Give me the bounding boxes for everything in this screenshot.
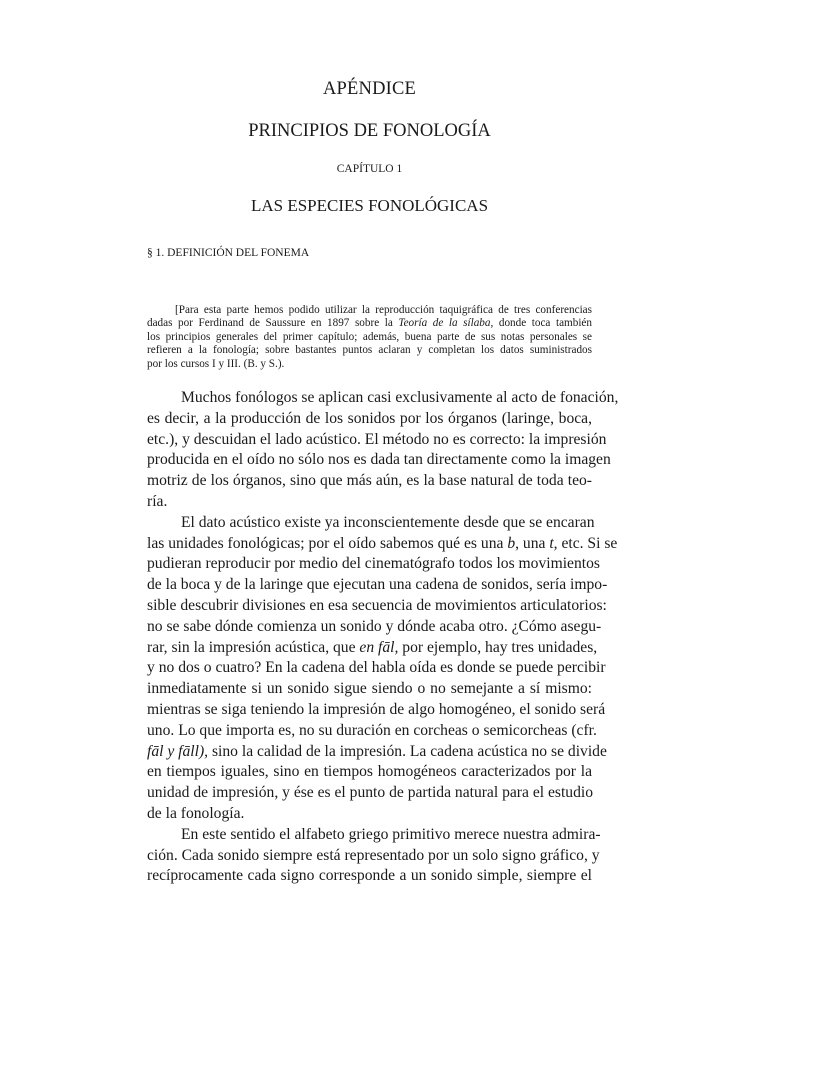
text-line xyxy=(147,742,607,763)
chapter-number: CAPÍTULO 1 xyxy=(336,163,403,175)
text-line xyxy=(147,700,606,721)
part-heading: PRINCIPIOS DE FONOLOGÍA xyxy=(248,121,491,141)
text-line xyxy=(147,409,592,430)
text-line xyxy=(147,617,602,638)
text-run: etc. Si se xyxy=(557,534,618,552)
italic-text: Teoría de la sílaba xyxy=(398,317,491,330)
text-line xyxy=(147,575,608,596)
text-line xyxy=(147,534,618,555)
text-line xyxy=(147,825,601,846)
note-line xyxy=(147,358,592,371)
text-run: por los cursos I y III. (B. y S.). xyxy=(147,357,285,370)
text-run: unidad de impresión, y ése es el punto de partida natural para el estudio xyxy=(147,784,594,802)
text-run: refieren a la fonología; sobre bastantes puntos aclaran y completan los datos suministrados xyxy=(147,344,592,357)
editor-note xyxy=(147,304,592,371)
paragraph xyxy=(147,388,619,513)
text-line xyxy=(147,762,592,783)
chapter-title: LAS ESPECIES FONOLÓGICAS xyxy=(250,196,489,215)
text-run: de la boca y de la laringe que ejecutan una cadena de sonidos, sería impo- xyxy=(147,576,608,594)
text-line xyxy=(147,783,592,804)
paragraph xyxy=(147,825,601,887)
note-line xyxy=(147,344,592,357)
text-line xyxy=(147,492,592,513)
text-line xyxy=(147,721,597,742)
text-run: ción. Cada sonido siempre está representado por un solo signo gráfico, y xyxy=(147,846,600,864)
text-run: recíprocamente cada signo corresponde a un sonido simple, siempre el xyxy=(147,867,592,885)
text-run: en tiempos iguales, sino en tiempos homogéneos caracterizados por la xyxy=(147,763,592,781)
text-run: dadas por Ferdinand de Saussure en 1897 sobre la xyxy=(147,317,399,330)
appendix-heading: APÉNDICE xyxy=(322,79,417,99)
text-run: uno. Lo que importa es, no su duración en corcheas o semicorcheas (cfr. xyxy=(147,721,597,739)
text-run: , donde toca también xyxy=(490,317,592,330)
note-line xyxy=(147,317,592,330)
text-run: etc.), y descuidan el lado acústico. El método no es correcto: la impresión xyxy=(147,430,607,448)
text-line xyxy=(147,388,619,409)
text-line xyxy=(147,450,611,471)
section-heading: § 1. DEFINICIÓN DEL FONEMA xyxy=(147,247,310,259)
text-run: producida en el oído no sólo nos es dada tan directamente como la imagen xyxy=(147,451,611,469)
text-run: inmediatamente si un sonido sigue siendo o no semejante a sí mismo: xyxy=(147,680,592,698)
text-line xyxy=(147,638,598,659)
text-run: El dato acústico existe ya inconscientemente desde que se encaran xyxy=(181,513,595,531)
text-run: Muchos fonólogos se aplican casi exclusivamente al acto de fonación, xyxy=(181,389,619,406)
text-line xyxy=(147,846,600,867)
note-line xyxy=(147,304,592,317)
italic-text: t, xyxy=(549,534,558,552)
text-run: es decir, a la producción de los sonidos por los órganos (laringe, boca, xyxy=(147,409,592,427)
italic-text: en fāl, xyxy=(359,638,399,656)
text-run: las unidades fonológicas; por el oído sabemos qué es una xyxy=(147,534,508,552)
text-run: ría. xyxy=(147,492,168,510)
text-run: sino la calidad de la impresión. La cadena acústica no se divide xyxy=(208,742,607,760)
text-run: de la fonología. xyxy=(147,804,245,822)
text-run: rar, sin la impresión acústica, que xyxy=(147,638,360,656)
text-line xyxy=(147,866,592,887)
text-run: no se sabe dónde comienza un sonido y dónde acaba otro. ¿Cómo asegu- xyxy=(147,617,602,635)
text-run: motriz de los órganos, sino que más aún, es la base natural de toda teo- xyxy=(147,472,592,490)
text-line xyxy=(147,596,607,617)
text-run: por ejemplo, hay tres unidades, xyxy=(398,638,598,656)
text-run: [Para esta parte hemos podido utilizar la reproducción taquigráfica de tres conferencias xyxy=(175,304,592,316)
text-line xyxy=(147,513,595,534)
text-line xyxy=(147,554,600,575)
text-line xyxy=(147,658,606,679)
text-line xyxy=(147,471,592,492)
text-run: mientras se siga teniendo la impresión de algo homogéneo, el sonido será xyxy=(147,700,606,718)
text-run: En este sentido el alfabeto griego primitivo merece nuestra admira- xyxy=(181,825,601,843)
text-line xyxy=(147,430,607,451)
text-run: pudieran reproducir por medio del cinematógrafo todos los movimientos xyxy=(147,555,600,573)
text-run: y no dos o cuatro? En la cadena del habla oída es donde se puede percibir xyxy=(147,659,606,677)
body-text xyxy=(147,388,619,887)
text-run: los principios generales del primer capítulo; además, buena parte de sus notas personales se xyxy=(147,330,592,343)
text-run: sible descubrir divisiones en esa secuencia de movimientos articulatorios: xyxy=(147,596,607,614)
text-run: , una xyxy=(515,534,550,552)
text-line xyxy=(147,679,592,700)
italic-text: fāl y fāll), xyxy=(147,742,209,760)
text-line xyxy=(147,804,592,825)
italic-text: b xyxy=(507,534,516,552)
note-line xyxy=(147,331,592,344)
paragraph xyxy=(147,513,618,825)
